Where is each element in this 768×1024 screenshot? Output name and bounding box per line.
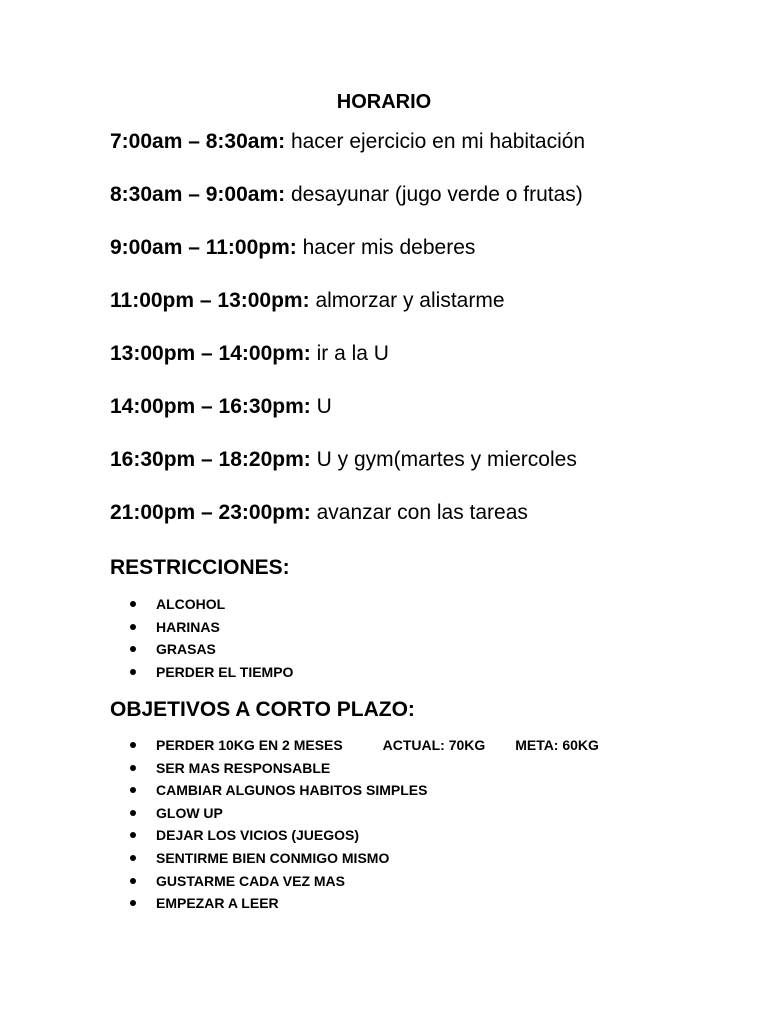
- list-item-text: GUSTARME CADA VEZ MAS: [156, 872, 345, 889]
- bullet-icon: [130, 742, 136, 748]
- goals-list: [130, 734, 750, 915]
- goal-weight-loss: PERDER 10KG EN 2 MESES: [156, 737, 343, 753]
- bullet-icon: [130, 601, 136, 607]
- schedule-row: [110, 499, 750, 552]
- goals-heading: OBJETIVOS A CORTO PLAZO:: [110, 698, 415, 721]
- schedule-row: [110, 287, 750, 340]
- schedule-activity: desayunar (jugo verde o frutas): [290, 183, 583, 206]
- schedule-row: [110, 393, 750, 446]
- list-item: [130, 661, 750, 684]
- schedule-time: 8:30am – 9:00am:: [110, 183, 286, 206]
- list-item-text: HARINAS: [156, 618, 220, 635]
- bullet-icon: [130, 646, 136, 652]
- schedule-activity: U y gym(martes y miercoles: [316, 448, 577, 471]
- bullet-icon: [130, 669, 136, 675]
- list-item-text: GLOW UP: [156, 804, 223, 821]
- schedule-time: 7:00am – 8:30am:: [110, 130, 286, 153]
- schedule-row: [110, 340, 750, 393]
- schedule-row: [110, 234, 750, 287]
- list-item: [130, 824, 750, 847]
- list-item-text: PERDER EL TIEMPO: [156, 663, 294, 680]
- bullet-icon: [130, 624, 136, 630]
- bullet-icon: [130, 765, 136, 771]
- list-item-text: GRASAS: [156, 641, 216, 658]
- list-item: [130, 638, 750, 661]
- bullet-icon: [130, 855, 136, 861]
- goal-target-weight: META: 60KG: [515, 737, 599, 753]
- schedule-row: [110, 446, 750, 499]
- schedule-activity: avanzar con las tareas: [316, 501, 528, 524]
- list-item: [130, 734, 750, 757]
- schedule-row: [110, 181, 750, 234]
- goal-current-weight: ACTUAL: 70KG: [382, 737, 486, 753]
- list-item-text: DEJAR LOS VICIOS (JUEGOS): [156, 827, 360, 844]
- list-item: [130, 802, 750, 825]
- list-item-text: EMPEZAR A LEER: [156, 895, 279, 912]
- schedule-time: 9:00am – 11:00pm:: [110, 236, 297, 259]
- list-item-text: SER MAS RESPONSABLE: [156, 759, 331, 776]
- list-item: [130, 892, 750, 915]
- document-title: HORARIO: [336, 91, 432, 113]
- list-item: [130, 593, 750, 616]
- schedule-activity: U: [316, 395, 332, 418]
- list-item: [130, 847, 750, 870]
- bullet-icon: [130, 900, 136, 906]
- list-item: [130, 616, 750, 639]
- list-item-text: ALCOHOL: [156, 596, 226, 612]
- schedule-list: [110, 128, 750, 552]
- list-item: [130, 757, 750, 780]
- schedule-time: 21:00pm – 23:00pm:: [110, 501, 311, 524]
- schedule-activity: ir a la U: [316, 342, 389, 365]
- restrictions-list: [130, 593, 750, 683]
- list-item: [130, 779, 750, 802]
- bullet-icon: [130, 787, 136, 793]
- schedule-time: 13:00pm – 14:00pm:: [110, 342, 311, 365]
- schedule-time: 14:00pm – 16:30pm:: [110, 395, 311, 418]
- bullet-icon: [130, 832, 136, 838]
- schedule-activity: almorzar y alistarme: [315, 289, 505, 312]
- bullet-icon: [130, 810, 136, 816]
- list-item: [130, 870, 750, 893]
- schedule-time: 16:30pm – 18:20pm:: [110, 448, 311, 471]
- schedule-activity: hacer ejercicio en mi habitación: [290, 130, 586, 153]
- schedule-time: 11:00pm – 13:00pm:: [110, 289, 310, 312]
- list-item-text: SENTIRME BIEN CONMIGO MISMO: [156, 849, 390, 866]
- list-item-text: CAMBIAR ALGUNOS HABITOS SIMPLES: [156, 782, 428, 799]
- bullet-icon: [130, 878, 136, 884]
- schedule-activity: hacer mis deberes: [302, 236, 476, 259]
- restrictions-heading: RESTRICCIONES:: [110, 556, 290, 579]
- schedule-row: [110, 128, 750, 181]
